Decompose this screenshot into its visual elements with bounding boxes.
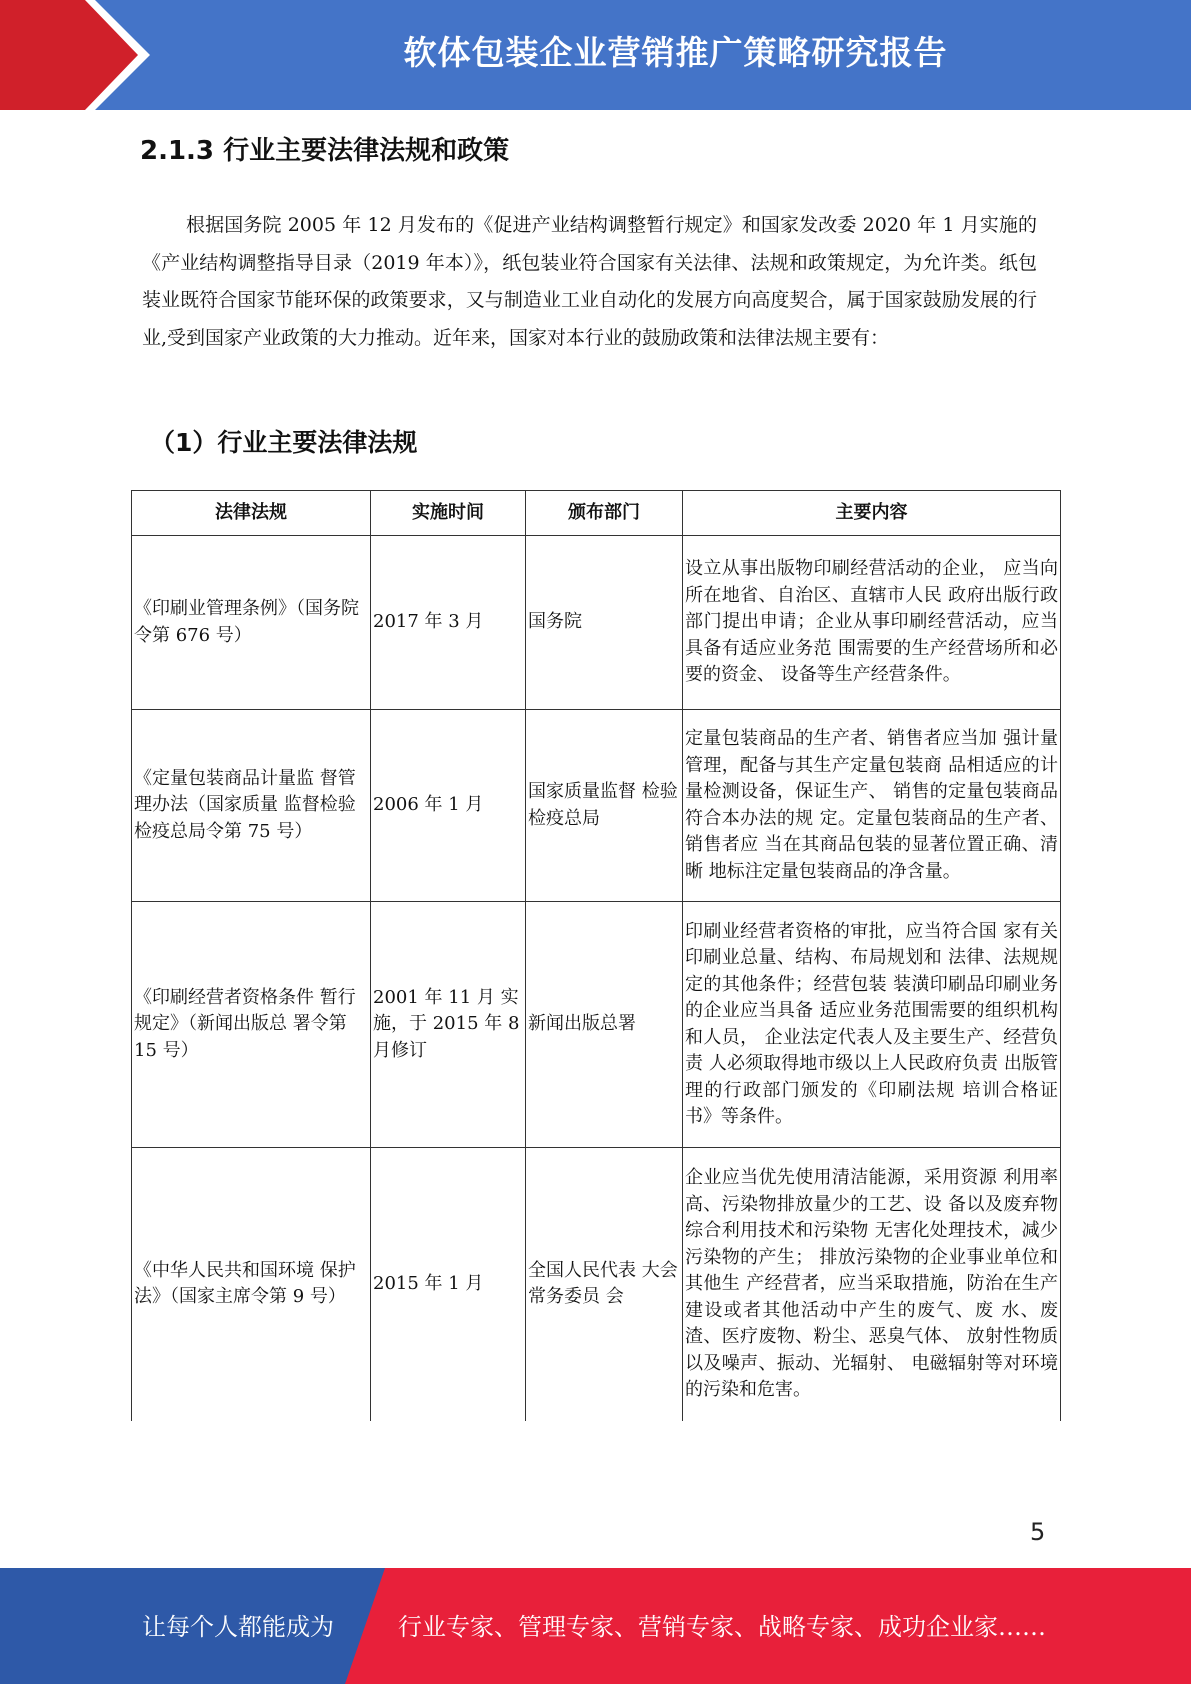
table-row [132,902,1061,1148]
department-cell: 国务院 [526,536,683,710]
department-cell: 新闻出版总署 [526,902,683,1148]
header-banner [0,0,1191,110]
department-cell: 全国人民代表 大会常务委员 会 [526,1148,683,1421]
footer-slogan-right: 行业专家、管理专家、营销专家、战略专家、成功企业家…… [398,1613,1046,1641]
law-name-cell: 《定量包装商品计量监 督管理办法（国家质量 监督检验检疫总局令第 75 号） [132,710,371,902]
department-cell: 国家质量监督 检验检疫总局 [526,710,683,902]
table-row [132,1148,1061,1421]
law-name-cell: 《印刷业管理条例》（国务院令第 676 号） [132,536,371,710]
date-cell: 2006 年 1 月 [371,710,526,902]
subsection-title: （1）行业主要法律法规 [150,428,418,457]
table-row [132,710,1061,902]
column-header-law: 法律法规 [132,491,371,536]
date-cell: 2001 年 11 月 实施，于 2015 年 8 月修订 [371,902,526,1148]
date-cell: 2015 年 1 月 [371,1148,526,1421]
date-cell: 2017 年 3 月 [371,536,526,710]
report-title: 软体包装企业营销推广策略研究报告 [403,33,948,72]
content-cell: 定量包装商品的生产者、销售者应当加 强计量管理，配备与其生产定量包装商 品相适应的计量检测设备，保证生产、 销售的定量包装商品符合本办法的规 定。定量包装商品的生产者、销售者应 当在其商品包装的显著位置正确、清晰 地标注定量包装商品的净含量。 [683,710,1061,902]
law-name-cell: 《中华人民共和国环境 保护法》（国家主席令第 9 号） [132,1148,371,1421]
table-row [132,536,1061,710]
column-header-content: 主要内容 [683,491,1061,536]
laws-table [131,490,1061,1421]
column-header-date: 实施时间 [371,491,526,536]
header-arrow-shape [0,0,140,110]
intro-paragraph: 根据国务院 2005 年 12 月发布的《促进产业结构调整暂行规定》和国家发改委 2020 年 1 月实施的《产业结构调整指导目录（2019 年本）》，纸包装业符合国家有关法律、法规和政策规定，为允许类。纸包装业既符合国家节能环保的政策要求，又与制造业工业自动化的发展方向高度契合，属于国家鼓励发展的行业,受到国家产业政策的大力推动。近年来，国家对本行业的鼓励政策和法律法规主要有： [142,214,1037,349]
content-cell: 企业应当优先使用清洁能源，采用资源 利用率高、污染物排放量少的工艺、设 备以及废弃物综合利用技术和污染物 无害化处理技术，减少污染物的产生； 排放污染物的企业事业单位和其他生 产经营者，应当采取措施，防治在生产 建设或者其他活动中产生的废气、废 水、废渣、医疗废物、粉尘、恶臭气体、 放射性物质以及噪声、振动、光辐射、 电磁辐射等对环境的污染和危害。 [683,1148,1061,1421]
page-number: 5 [1030,1518,1046,1546]
footer-banner [0,1568,1191,1684]
footer-slogan-left: 让每个人都能成为 [142,1613,334,1641]
content-cell: 印刷业经营者资格的审批，应当符合国 家有关印刷业总量、结构、布局规划和 法律、法规规定的其他条件；经营包装 装潢印刷品印刷业务的企业应当具备 适应业务范围需要的组织机构和人员， 企业法定代表人及主要生产、经营负责 人必须取得地市级以上人民政府负责 出版管理的行政部门颁发的《印刷法规 培训合格证书》等条件。 [683,902,1061,1148]
law-name-cell: 《印刷经营者资格条件 暂行规定》（新闻出版总 署令第 15 号） [132,902,371,1148]
table-header-row [132,491,1061,536]
content-cell: 设立从事出版物印刷经营活动的企业， 应当向所在地省、自治区、直辖市人民 政府出版行政部门提出申请；企业从事印刷经营活动，应当具备有适应业务范 围需要的生产经营场所和必要的资金、 设备等生产经营条件。 [683,536,1061,710]
column-header-dept: 颁布部门 [526,491,683,536]
section-title: 2.1.3 行业主要法律法规和政策 [140,136,510,166]
